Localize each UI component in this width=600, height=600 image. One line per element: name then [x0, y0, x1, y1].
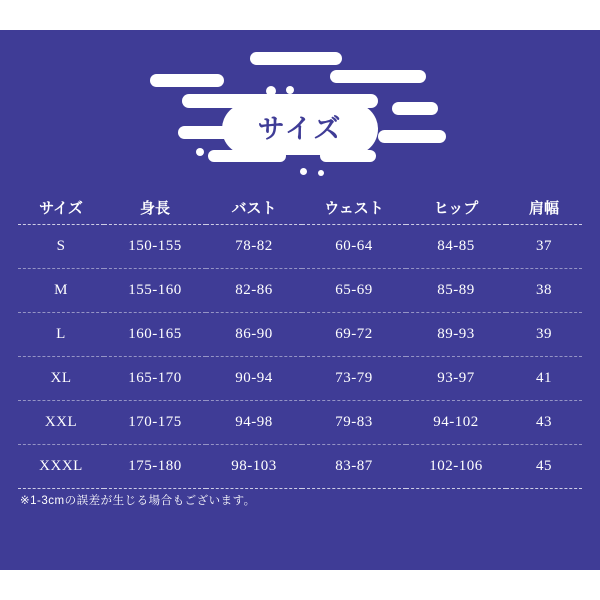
table-row: [18, 313, 582, 357]
column-header-size: サイズ: [39, 199, 83, 217]
cell-height: 160-165: [128, 326, 182, 342]
size-table: [18, 190, 582, 489]
cell-shoulder: 43: [536, 414, 552, 430]
decorative-dot: [318, 170, 324, 176]
decorative-dot: [196, 148, 204, 156]
size-table-head: [18, 190, 582, 225]
decorative-cloud-bar: [378, 130, 446, 143]
cell-waist: 73-79: [335, 370, 373, 386]
cell-size: S: [56, 238, 66, 254]
decorative-dot: [286, 86, 294, 94]
cell-shoulder: 37: [536, 238, 552, 254]
column-header-shoulder: 肩幅: [528, 199, 559, 217]
cell-waist: 79-83: [335, 414, 373, 430]
cell-hip: 93-97: [437, 370, 475, 386]
decorative-dot: [266, 86, 276, 96]
cell-waist: 69-72: [335, 326, 373, 342]
cell-bust: 98-103: [231, 458, 277, 474]
cell-shoulder: 41: [536, 370, 552, 386]
cell-bust: 90-94: [235, 370, 273, 386]
page-title: サイズ: [257, 113, 343, 144]
column-header-height: 身長: [139, 199, 170, 217]
measurement-tolerance-note: ※1-3cmの誤差が生じる場合もございます。: [20, 495, 256, 507]
column-header-bust: バスト: [231, 199, 277, 217]
decorative-dot: [300, 168, 307, 175]
cell-shoulder: 39: [536, 326, 552, 342]
cell-hip: 89-93: [437, 326, 475, 342]
table-row: [18, 445, 582, 489]
table-header-row: [18, 190, 582, 225]
cell-hip: 94-102: [433, 414, 479, 430]
table-row: [18, 401, 582, 445]
decorative-cloud-bar: [330, 70, 426, 83]
cell-height: 165-170: [128, 370, 182, 386]
table-row: [18, 357, 582, 401]
cell-hip: 85-89: [437, 282, 475, 298]
decorative-cloud-bar: [150, 74, 224, 87]
cell-size: L: [56, 326, 66, 342]
size-chart-panel: [0, 30, 600, 570]
cell-size: XL: [50, 370, 72, 386]
cell-hip: 84-85: [437, 238, 475, 254]
cell-height: 150-155: [128, 238, 182, 254]
cell-size: XXXL: [39, 458, 83, 474]
cell-height: 155-160: [128, 282, 182, 298]
size-table-body: [18, 225, 582, 489]
cell-waist: 65-69: [335, 282, 373, 298]
cell-waist: 83-87: [335, 458, 373, 474]
cell-waist: 60-64: [335, 238, 373, 254]
cell-size: M: [54, 282, 68, 298]
decorative-cloud-bar: [250, 52, 342, 65]
table-row: [18, 225, 582, 269]
cell-height: 170-175: [128, 414, 182, 430]
cell-bust: 94-98: [235, 414, 273, 430]
decorative-cloud-bar: [392, 102, 438, 115]
cell-shoulder: 45: [536, 458, 552, 474]
size-table-wrapper: [18, 190, 582, 489]
title-badge: [222, 103, 378, 155]
column-header-waist: ウェスト: [324, 199, 384, 217]
table-row: [18, 269, 582, 313]
cell-bust: 86-90: [235, 326, 273, 342]
cell-bust: 82-86: [235, 282, 273, 298]
cell-hip: 102-106: [429, 458, 483, 474]
cell-size: XXL: [44, 414, 78, 430]
cell-bust: 78-82: [235, 238, 273, 254]
column-header-hip: ヒップ: [433, 199, 479, 217]
cell-height: 175-180: [128, 458, 182, 474]
cell-shoulder: 38: [536, 282, 552, 298]
